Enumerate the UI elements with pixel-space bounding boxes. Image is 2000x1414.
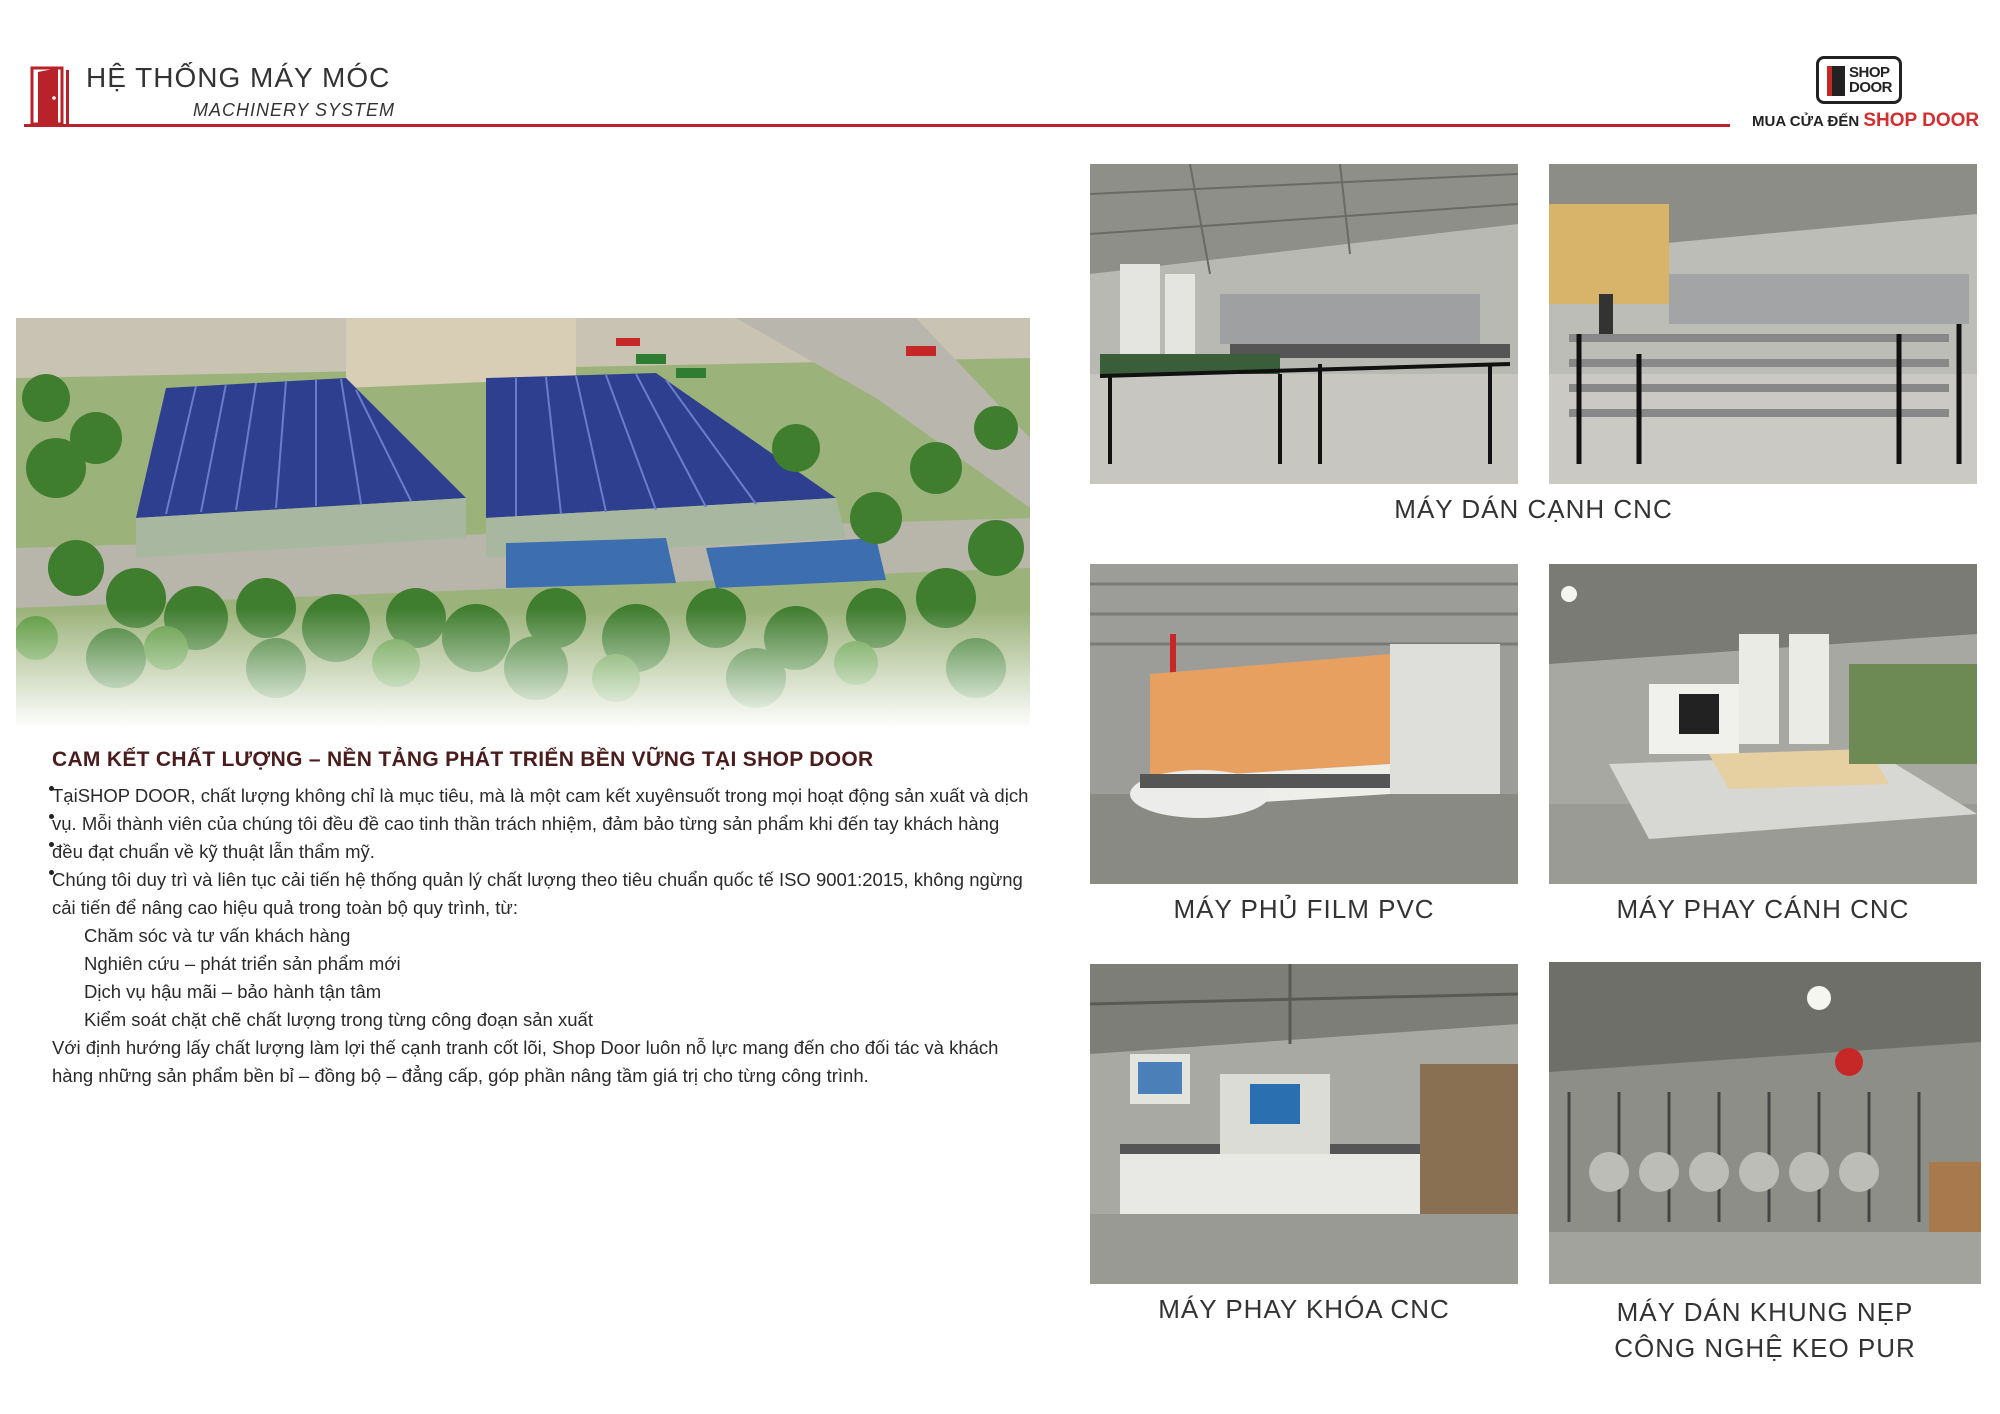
list-item: Kiểm soát chặt chẽ chất lượng trong từng công đoạn sản xuất <box>84 1009 593 1030</box>
section-body <box>52 782 1032 1090</box>
list-item: Chăm sóc và tư vấn khách hàng <box>84 925 351 946</box>
page-title: HỆ THỐNG MÁY MÓC <box>86 62 391 93</box>
factory-aerial-image <box>16 318 1030 728</box>
caption-cnc-panel-router: MÁY PHAY CÁNH CNC <box>1616 894 1910 924</box>
header-divider-vertical <box>66 70 69 126</box>
logo-tagline <box>1752 110 1979 132</box>
pur-profile-wrapping-photo <box>1549 962 1981 1284</box>
door-icon <box>24 66 70 128</box>
caption-edge-banding: MÁY DÁN CẠNH CNC <box>1394 494 1673 524</box>
header-divider <box>24 124 1730 127</box>
caption-line-2: CÔNG NGHỆ KEO PUR <box>1614 1333 1916 1363</box>
logo-door-icon <box>1827 66 1845 96</box>
cnc-panel-router-photo <box>1549 564 1977 884</box>
list-item: Dịch vụ hậu mãi – bảo hành tận tâm <box>84 981 382 1002</box>
caption-pvc-film: MÁY PHỦ FILM PVC <box>1173 894 1435 924</box>
cnc-lock-router-photo <box>1090 964 1518 1284</box>
shop-door-logo <box>1816 56 1902 104</box>
image-fade-overlay <box>16 608 1030 728</box>
logo-line2: DOOR <box>1849 79 1892 96</box>
paragraph-closing: Với định hướng lấy chất lượng làm lợi thế cạnh tranh cốt lõi, Shop Door luôn nỗ lực mang đến cho đối tác và khách hàng những sản phẩm bền bỉ – đồng bộ – đẳng cấp, góp phần nâng tầm giá trị cho từng công trình. <box>52 1037 999 1086</box>
pvc-film-machine-photo <box>1090 564 1518 884</box>
caption-cnc-lock-router: MÁY PHAY KHÓA CNC <box>1158 1294 1450 1324</box>
page-subtitle: MACHINERY SYSTEM <box>193 100 396 120</box>
tagline-brand: SHOP DOOR <box>1863 110 1980 131</box>
tagline-prefix: MUA CỬA ĐẾN <box>1752 113 1860 130</box>
section-heading: CAM KẾT CHẤT LƯỢNG – NỀN TẢNG PHÁT TRIỂN BỀN VỮNG TẠI SHOP DOOR <box>52 748 874 771</box>
edge-banding-machine-photo-1 <box>1090 164 1518 484</box>
edge-banding-machine-photo-2 <box>1549 164 1977 484</box>
logo-text <box>1849 65 1892 95</box>
caption-line-1: MÁY DÁN KHUNG NẸP <box>1616 1297 1914 1327</box>
paragraph-intro: TạiSHOP DOOR, chất lượng không chỉ là mục tiêu, mà là một cam kết xuyênsuốt trong mọi hoạt động sản xuất và dịch vụ. Mỗi thành viên của chúng tôi đều đề cao tinh thần trách nhiệm, đảm bảo từng sản phẩm khi đến tay khách hàng đều đạt chuẩn về kỹ thuật lẫn thẩm mỹ. <box>52 785 1029 862</box>
paragraph-iso: Chúng tôi duy trì và liên tục cải tiến hệ thống quản lý chất lượng theo tiêu chuẩn quốc tế ISO 9001:2015, không ngừng cải tiến để nâng cao hiệu quả trong toàn bộ quy trình, từ: <box>52 869 1023 918</box>
list-item: Nghiên cứu – phát triển sản phẩm mới <box>84 953 401 974</box>
caption-pur-profile-wrapping <box>1549 1294 1981 1366</box>
logo-line1: SHOP <box>1849 64 1890 81</box>
